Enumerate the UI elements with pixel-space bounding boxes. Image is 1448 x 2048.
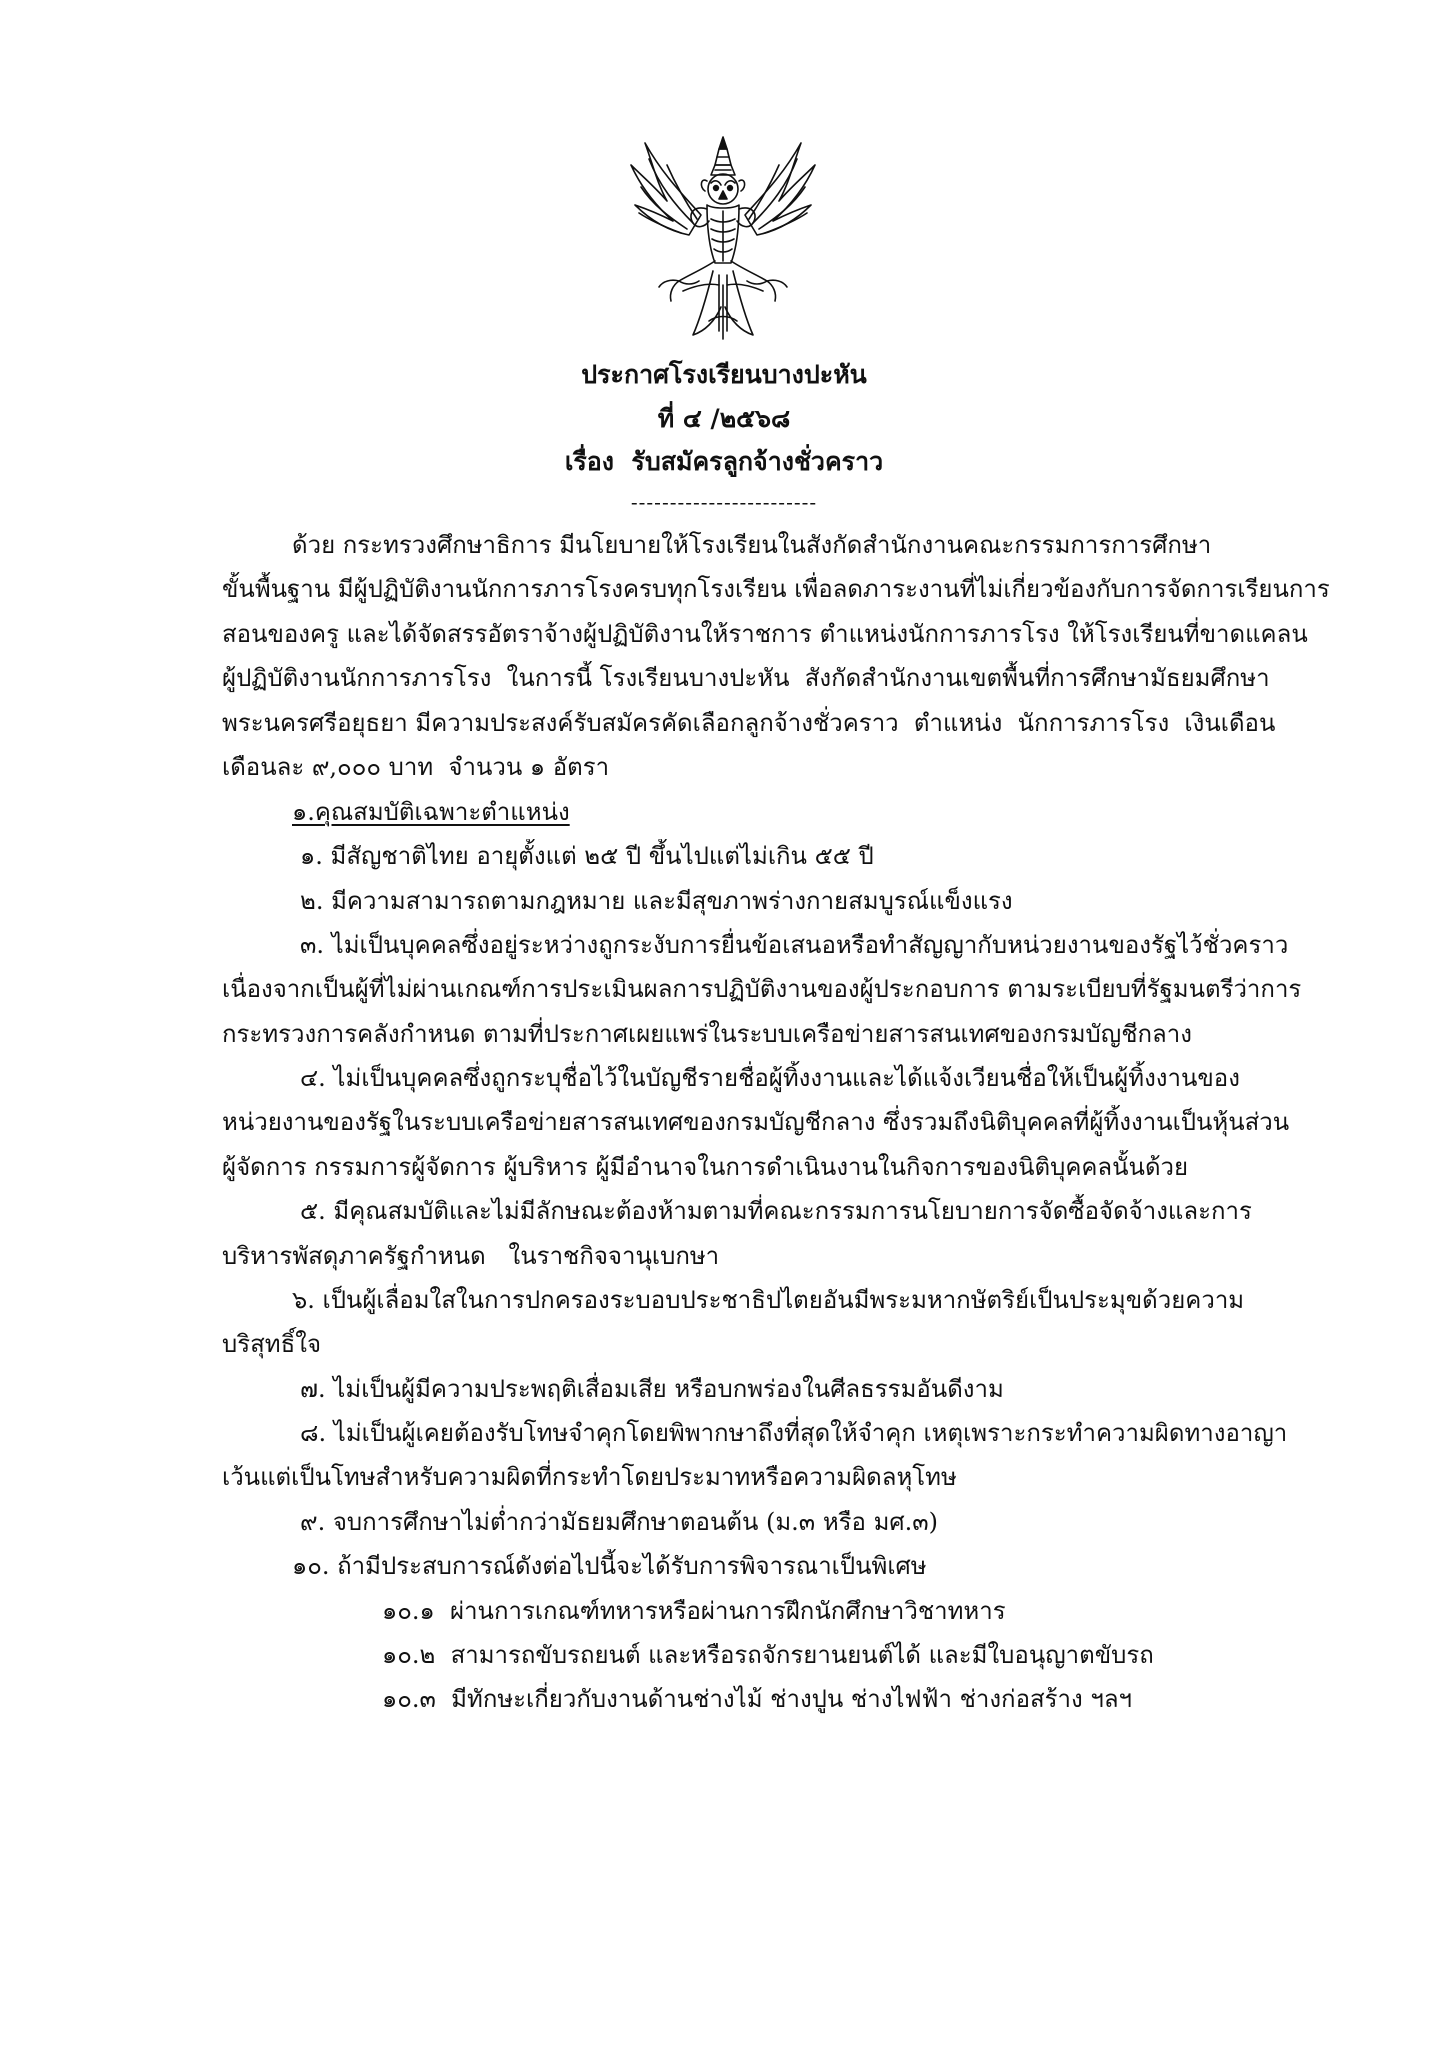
text-line: เดือนละ ๙,๐๐๐ บาท จำนวน ๑ อัตรา — [222, 753, 610, 781]
text-line: ๙. จบการศึกษาไม่ต่ำกว่ามัธยมศึกษาตอนต้น (ม.๓ หรือ มศ.๓) — [300, 1508, 939, 1536]
sub-item: ๑๐.๓ มีทักษะเกี่ยวกับงานด้านช่างไม้ ช่างปูน ช่างไฟฟ้า ช่างก่อสร้าง ฯลฯ — [382, 1685, 1133, 1713]
sub-item: ๑๐.๑ ผ่านการเกณฑ์ทหารหรือผ่านการฝึกนักศึกษาวิชาทหาร — [382, 1597, 1006, 1625]
announcement-subject: เรื่อง รับสมัครลูกจ้างชั่วคราว — [564, 447, 884, 476]
announcement-number: ที่ ๔ /๒๕๖๘ — [657, 404, 791, 433]
text-line: ขั้นพื้นฐาน มีผู้ปฏิบัติงานนักการภารโรงครบทุกโรงเรียน เพื่อลดภาระงานที่ไม่เกี่ยวข้องกับการจัดการเรียนการ — [222, 575, 1330, 603]
text-line: ๑๐. ถ้ามีประสบการณ์ดังต่อไปนี้จะได้รับการพิจารณาเป็นพิเศษ — [292, 1552, 927, 1580]
garuda-head — [701, 174, 744, 204]
text-line: บริสุทธิ์ใจ — [222, 1330, 322, 1358]
text-line: เนื่องจากเป็นผู้ที่ไม่ผ่านเกณฑ์การประเมินผลการปฏิบัติงานของผู้ประกอบการ ตามระเบียบที่รัฐมนตรีว่าการ — [222, 975, 1302, 1003]
garuda-left-wing — [631, 143, 701, 235]
text-line: เว้นแต่เป็นโทษสำหรับความผิดที่กระทำโดยประมาทหรือความผิดลหุโทษ — [222, 1463, 957, 1491]
text-line: สอนของครู และได้จัดสรรอัตราจ้างผู้ปฏิบัติงานให้ราชการ ตำแหน่งนักการภารโรง ให้โรงเรียนที่ขาดแคลน — [222, 620, 1308, 648]
text-line: ๑. มีสัญชาติไทย อายุตั้งแต่ ๒๕ ปี ขึ้นไปแต่ไม่เกิน ๕๕ ปี — [300, 842, 874, 870]
text-line: ๗. ไม่เป็นผู้มีความประพฤติเสื่อมเสีย หรือบกพร่องในศีลธรรมอันดีงาม — [300, 1375, 1004, 1403]
text-line: พระนครศรีอยุธยา มีความประสงค์รับสมัครคัดเลือกลูกจ้างชั่วคราว ตำแหน่ง นักการภารโรง เงินเดือน — [222, 709, 1276, 737]
text-line: ๒. มีความสามารถตามกฎหมาย และมีสุขภาพร่างกายสมบูรณ์แข็งแรง — [300, 887, 1013, 915]
text-line: บริหารพัสดุภาครัฐกำหนด ในราชกิจจานุเบกษา — [222, 1242, 720, 1270]
text-line: ผู้ปฏิบัติงานนักการภารโรง ในการนี้ โรงเรียนบางปะหัน สังกัดสำนักงานเขตพื้นที่การศึกษามัธยมศึกษา — [222, 664, 1270, 692]
text-line: ๕. มีคุณสมบัติและไม่มีลักษณะต้องห้ามตามที่คณะกรรมการนโยบายการจัดซื้อจัดจ้างและการ — [300, 1197, 1252, 1225]
garuda-emblem — [623, 135, 823, 340]
text-line: ๖. เป็นผู้เลื่อมใสในการปกครองระบอบประชาธิปไตยอันมีพระมหากษัตริย์เป็นประมุขด้วยความ — [292, 1286, 1245, 1314]
text-line: ด้วย กระทรวงศึกษาธิการ มีนโยบายให้โรงเรียนในสังกัดสำนักงานคณะกรรมการการศึกษา — [292, 531, 1212, 559]
text-line: กระทรวงการคลังกำหนด ตามที่ประกาศเผยแพร่ในระบบเครือข่ายสารสนเทศของกรมบัญชีกลาง — [222, 1020, 1192, 1048]
section-heading: ๑.คุณสมบัติเฉพาะตำแหน่ง — [292, 798, 570, 826]
announcement-title: ประกาศโรงเรียนบางปะหัน — [581, 360, 867, 389]
garuda-body — [707, 205, 739, 263]
garuda-crown — [711, 137, 735, 175]
sub-item: ๑๐.๒ สามารถขับรถยนต์ และหรือรถจักรยานยนต์ได้ และมีใบอนุญาตขับรถ — [382, 1641, 1154, 1669]
header-divider: ------------------------ — [630, 490, 818, 514]
text-line: ๔. ไม่เป็นบุคคลซึ่งถูกระบุชื่อไว้ในบัญชีรายชื่อผู้ทิ้งงานและได้แจ้งเวียนชื่อให้เป็นผู้ทิ้งงานของ — [300, 1064, 1240, 1092]
text-line: หน่วยงานของรัฐในระบบเครือข่ายสารสนเทศของกรมบัญชีกลาง ซึ่งรวมถึงนิติบุคคลที่ผู้ทิ้งงานเป็นหุ้นส่วน — [222, 1108, 1290, 1136]
text-line: ผู้จัดการ กรรมการผู้จัดการ ผู้บริหาร ผู้มีอำนาจในการดำเนินงานในกิจการของนิติบุคคลนั้นด้วย — [222, 1153, 1189, 1181]
garuda-right-wing — [745, 143, 815, 235]
garuda-tail — [693, 271, 753, 339]
text-line: ๘. ไม่เป็นผู้เคยต้องรับโทษจำคุกโดยพิพากษาถึงที่สุดให้จำคุก เหตุเพราะกระทำความผิดทางอาญา — [300, 1419, 1288, 1447]
garuda-emblem-icon — [623, 135, 823, 340]
text-line: ๓. ไม่เป็นบุคคลซึ่งอยู่ระหว่างถูกระงับการยื่นข้อเสนอหรือทำสัญญากับหน่วยงานของรัฐไว้ชั่วคราว — [300, 931, 1289, 959]
